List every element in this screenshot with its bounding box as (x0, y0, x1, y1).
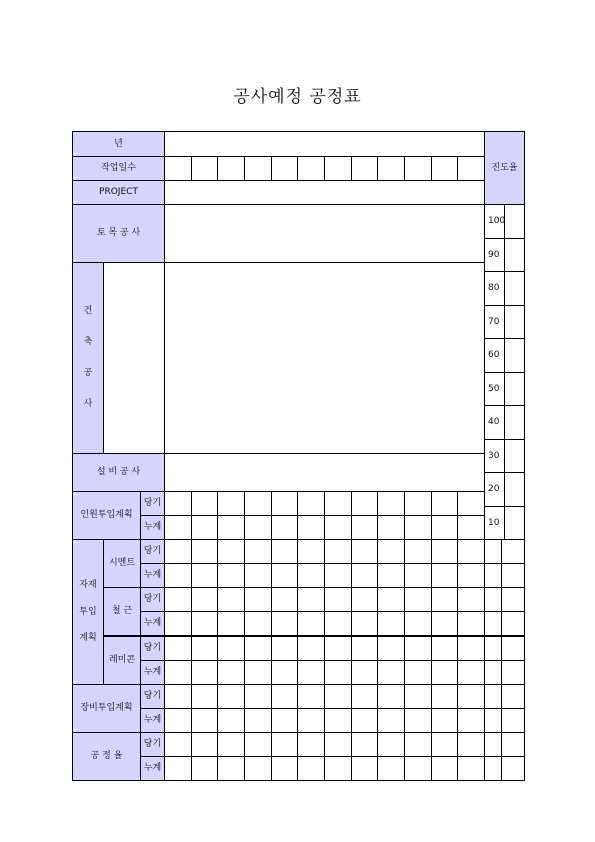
grid-cell[interactable] (351, 491, 378, 516)
rebar-label: 철 근 (103, 587, 141, 636)
grid-cell[interactable] (484, 732, 502, 757)
grid-cell[interactable] (191, 515, 218, 540)
civil-works-area[interactable] (164, 204, 485, 263)
workday-cell[interactable] (457, 156, 485, 181)
grid-cell[interactable] (324, 539, 352, 564)
percent-mark-cell[interactable] (504, 238, 525, 272)
grid-cell[interactable] (244, 515, 272, 540)
grid-cell[interactable] (431, 539, 458, 564)
grid-cell[interactable] (271, 491, 298, 516)
grid-cell[interactable] (191, 756, 218, 781)
grid-cell[interactable] (244, 636, 272, 661)
grid-cell[interactable] (351, 708, 378, 733)
building-works-char: 건 (83, 306, 93, 317)
workday-cell[interactable] (324, 156, 352, 181)
grid-cell[interactable] (351, 636, 378, 661)
grid-cell[interactable] (324, 708, 352, 733)
percent-mark-cell[interactable] (504, 472, 525, 507)
grid-cell[interactable] (377, 732, 405, 757)
current-period-label: 당기 (140, 684, 165, 709)
percent-mark-cell[interactable] (504, 405, 525, 440)
grid-cell[interactable] (404, 491, 432, 516)
grid-cell[interactable] (164, 491, 192, 516)
percent-mark-cell[interactable] (504, 305, 525, 339)
grid-cell[interactable] (457, 732, 485, 757)
grid-cell[interactable] (244, 684, 272, 709)
grid-cell[interactable] (217, 708, 245, 733)
grid-cell[interactable] (431, 563, 458, 588)
grid-cell[interactable] (271, 563, 298, 588)
progress-label: 진도율 (484, 131, 525, 205)
percent-mark-cell[interactable] (504, 204, 525, 239)
cumulative-label: 누계 (140, 756, 165, 781)
grid-cell[interactable] (297, 587, 325, 612)
grid-cell[interactable] (351, 539, 378, 564)
grid-cell[interactable] (217, 636, 245, 661)
grid-cell[interactable] (377, 515, 405, 540)
cumulative-label: 누계 (140, 611, 165, 636)
grid-cell[interactable] (217, 491, 245, 516)
grid-cell[interactable] (271, 732, 298, 757)
grid-cell[interactable] (501, 539, 525, 564)
grid-cell[interactable] (297, 563, 325, 588)
material-plan-char: 투입 (79, 606, 97, 617)
grid-cell[interactable] (431, 708, 458, 733)
grid-cell[interactable] (484, 636, 502, 661)
workday-cell[interactable] (217, 156, 245, 181)
grid-cell[interactable] (217, 756, 245, 781)
material-plan-label (72, 539, 104, 685)
workday-cell[interactable] (351, 156, 378, 181)
grid-cell[interactable] (484, 587, 502, 612)
grid-cell[interactable] (404, 587, 432, 612)
workday-cell[interactable] (404, 156, 432, 181)
grid-cell[interactable] (431, 515, 458, 540)
grid-cell[interactable] (191, 636, 218, 661)
grid-cell[interactable] (324, 660, 352, 685)
grid-cell[interactable] (271, 684, 298, 709)
grid-cell[interactable] (191, 587, 218, 612)
cumulative-label: 누계 (140, 515, 165, 540)
grid-cell[interactable] (324, 563, 352, 588)
grid-cell[interactable] (351, 732, 378, 757)
project-value-cell[interactable] (164, 180, 485, 205)
grid-cell[interactable] (351, 563, 378, 588)
grid-cell[interactable] (457, 539, 485, 564)
grid-cell[interactable] (431, 684, 458, 709)
grid-cell[interactable] (404, 515, 432, 540)
page-title: 공사예정 공정표 (233, 87, 362, 107)
grid-cell[interactable] (484, 611, 502, 636)
grid-cell[interactable] (244, 708, 272, 733)
grid-cell[interactable] (324, 732, 352, 757)
grid-cell[interactable] (377, 660, 405, 685)
grid-cell[interactable] (271, 636, 298, 661)
grid-cell[interactable] (244, 539, 272, 564)
grid-cell[interactable] (164, 732, 192, 757)
grid-cell[interactable] (431, 756, 458, 781)
workday-cell[interactable] (164, 156, 192, 181)
grid-cell[interactable] (484, 563, 502, 588)
grid-cell[interactable] (457, 756, 485, 781)
grid-cell[interactable] (244, 587, 272, 612)
material-plan-char: 계획 (79, 633, 97, 644)
grid-cell[interactable] (377, 636, 405, 661)
grid-cell[interactable] (501, 611, 525, 636)
grid-cell[interactable] (271, 708, 298, 733)
percent-tick-label: 50 (484, 372, 505, 406)
grid-cell[interactable] (351, 515, 378, 540)
percent-tick-label: 80 (484, 271, 505, 306)
grid-cell[interactable] (484, 756, 502, 781)
grid-cell[interactable] (244, 756, 272, 781)
grid-cell[interactable] (501, 684, 525, 709)
grid-cell[interactable] (377, 756, 405, 781)
grid-cell[interactable] (501, 660, 525, 685)
grid-cell[interactable] (501, 756, 525, 781)
workday-cell[interactable] (377, 156, 405, 181)
grid-cell[interactable] (501, 587, 525, 612)
grid-cell[interactable] (324, 491, 352, 516)
grid-cell[interactable] (457, 563, 485, 588)
grid-cell[interactable] (484, 660, 502, 685)
grid-cell[interactable] (271, 587, 298, 612)
grid-cell[interactable] (404, 636, 432, 661)
grid-cell[interactable] (164, 539, 192, 564)
building-works-char: 공 (83, 368, 93, 378)
grid-cell[interactable] (217, 563, 245, 588)
percent-mark-cell[interactable] (504, 338, 525, 373)
grid-cell[interactable] (297, 611, 325, 636)
grid-cell[interactable] (404, 756, 432, 781)
grid-cell[interactable] (484, 684, 502, 709)
current-period-label: 당기 (140, 587, 165, 612)
grid-cell[interactable] (431, 660, 458, 685)
grid-cell[interactable] (404, 539, 432, 564)
grid-cell[interactable] (484, 539, 502, 564)
grid-cell[interactable] (324, 611, 352, 636)
percent-tick-label: 100 (484, 204, 505, 239)
workday-cell[interactable] (431, 156, 458, 181)
grid-cell[interactable] (191, 611, 218, 636)
grid-cell[interactable] (164, 636, 192, 661)
grid-cell[interactable] (457, 684, 485, 709)
grid-cell[interactable] (457, 611, 485, 636)
grid-cell[interactable] (431, 491, 458, 516)
current-period-label: 당기 (140, 732, 165, 757)
grid-cell[interactable] (164, 515, 192, 540)
year-label: 년 (72, 131, 165, 157)
percent-mark-cell[interactable] (504, 372, 525, 406)
schedule-rate-label: 공 정 율 (72, 732, 141, 781)
percent-mark-cell[interactable] (504, 506, 525, 540)
percent-tick-label: 90 (484, 238, 505, 272)
equipment-works-label: 설 비 공 사 (72, 453, 165, 492)
percent-mark-cell[interactable] (504, 439, 525, 473)
grid-cell[interactable] (457, 491, 485, 516)
grid-cell[interactable] (324, 587, 352, 612)
percent-tick-label: 20 (484, 472, 505, 507)
grid-cell[interactable] (164, 660, 192, 685)
manpower-plan-label: 인원투입계획 (72, 491, 141, 540)
current-period-label: 당기 (140, 539, 165, 564)
grid-cell[interactable] (271, 660, 298, 685)
grid-cell[interactable] (431, 587, 458, 612)
grid-cell[interactable] (351, 587, 378, 612)
remicon-label: 레미콘 (103, 636, 141, 685)
grid-cell[interactable] (217, 660, 245, 685)
grid-cell[interactable] (457, 708, 485, 733)
percent-tick-label: 40 (484, 405, 505, 440)
grid-cell[interactable] (164, 708, 192, 733)
grid-cell[interactable] (191, 491, 218, 516)
grid-cell[interactable] (404, 732, 432, 757)
material-plan-char: 자재 (79, 579, 97, 590)
grid-cell[interactable] (501, 732, 525, 757)
cumulative-label: 누계 (140, 660, 165, 685)
grid-cell[interactable] (244, 491, 272, 516)
building-works-char: 축 (83, 337, 93, 348)
grid-cell[interactable] (217, 611, 245, 636)
percent-tick-label: 60 (484, 338, 505, 373)
grid-cell[interactable] (164, 563, 192, 588)
grid-cell[interactable] (377, 563, 405, 588)
machinery-plan-label: 장비투입계획 (72, 684, 141, 733)
grid-cell[interactable] (501, 708, 525, 733)
grid-cell[interactable] (164, 611, 192, 636)
workday-cell[interactable] (191, 156, 218, 181)
cumulative-label: 누계 (140, 563, 165, 588)
grid-cell[interactable] (377, 491, 405, 516)
cement-label: 시멘트 (103, 539, 141, 588)
grid-cell[interactable] (351, 756, 378, 781)
grid-cell[interactable] (297, 491, 325, 516)
grid-cell[interactable] (217, 539, 245, 564)
grid-cell[interactable] (271, 515, 298, 540)
grid-cell[interactable] (271, 756, 298, 781)
grid-cell[interactable] (484, 708, 502, 733)
year-value-cell[interactable] (164, 131, 485, 157)
grid-cell[interactable] (431, 611, 458, 636)
grid-cell[interactable] (297, 660, 325, 685)
percent-mark-cell[interactable] (504, 271, 525, 306)
grid-cell[interactable] (457, 515, 485, 540)
civil-works-label: 토 목 공 사 (72, 204, 165, 263)
cumulative-label: 누계 (140, 708, 165, 733)
current-period-label: 당기 (140, 491, 165, 516)
percent-tick-label: 30 (484, 439, 505, 473)
grid-cell[interactable] (324, 515, 352, 540)
grid-cell[interactable] (191, 660, 218, 685)
building-sub-cell[interactable] (103, 262, 165, 454)
grid-cell[interactable] (217, 732, 245, 757)
grid-cell[interactable] (244, 611, 272, 636)
workday-cell[interactable] (297, 156, 325, 181)
grid-cell[interactable] (501, 636, 525, 661)
grid-cell[interactable] (457, 587, 485, 612)
grid-cell[interactable] (244, 563, 272, 588)
grid-cell[interactable] (404, 684, 432, 709)
grid-cell[interactable] (244, 660, 272, 685)
grid-cell[interactable] (501, 563, 525, 588)
workday-cell[interactable] (244, 156, 272, 181)
grid-cell[interactable] (377, 611, 405, 636)
project-label: PROJECT (72, 180, 165, 205)
grid-cell[interactable] (404, 563, 432, 588)
grid-cell[interactable] (377, 587, 405, 612)
current-period-label: 당기 (140, 636, 165, 661)
grid-cell[interactable] (457, 636, 485, 661)
grid-cell[interactable] (164, 684, 192, 709)
grid-cell[interactable] (297, 708, 325, 733)
percent-tick-label: 10 (484, 506, 505, 540)
grid-cell[interactable] (191, 732, 218, 757)
grid-cell[interactable] (297, 636, 325, 661)
grid-cell[interactable] (271, 611, 298, 636)
grid-cell[interactable] (324, 756, 352, 781)
building-works-area[interactable] (164, 262, 485, 454)
percent-tick-label: 70 (484, 305, 505, 339)
grid-cell[interactable] (297, 732, 325, 757)
grid-cell[interactable] (377, 539, 405, 564)
grid-cell[interactable] (324, 684, 352, 709)
building-works-label (72, 262, 104, 454)
grid-cell[interactable] (324, 636, 352, 661)
grid-cell[interactable] (164, 756, 192, 781)
grid-cell[interactable] (457, 660, 485, 685)
grid-cell[interactable] (217, 684, 245, 709)
grid-cell[interactable] (351, 611, 378, 636)
workday-cell[interactable] (271, 156, 298, 181)
grid-cell[interactable] (297, 756, 325, 781)
grid-cell[interactable] (431, 636, 458, 661)
workdays-label: 작업일수 (72, 156, 165, 181)
grid-cell[interactable] (297, 515, 325, 540)
grid-cell[interactable] (404, 708, 432, 733)
grid-cell[interactable] (351, 684, 378, 709)
grid-cell[interactable] (191, 539, 218, 564)
grid-cell[interactable] (377, 684, 405, 709)
grid-cell[interactable] (191, 563, 218, 588)
grid-cell[interactable] (297, 684, 325, 709)
grid-cell[interactable] (377, 708, 405, 733)
grid-cell[interactable] (404, 611, 432, 636)
grid-cell[interactable] (217, 515, 245, 540)
grid-cell[interactable] (191, 684, 218, 709)
grid-cell[interactable] (191, 708, 218, 733)
equipment-works-area[interactable] (164, 453, 485, 492)
building-works-char: 사 (83, 398, 93, 409)
grid-cell[interactable] (244, 732, 272, 757)
grid-cell[interactable] (164, 587, 192, 612)
grid-cell[interactable] (271, 539, 298, 564)
grid-cell[interactable] (217, 587, 245, 612)
grid-cell[interactable] (297, 539, 325, 564)
grid-cell[interactable] (351, 660, 378, 685)
grid-cell[interactable] (431, 732, 458, 757)
grid-cell[interactable] (404, 660, 432, 685)
